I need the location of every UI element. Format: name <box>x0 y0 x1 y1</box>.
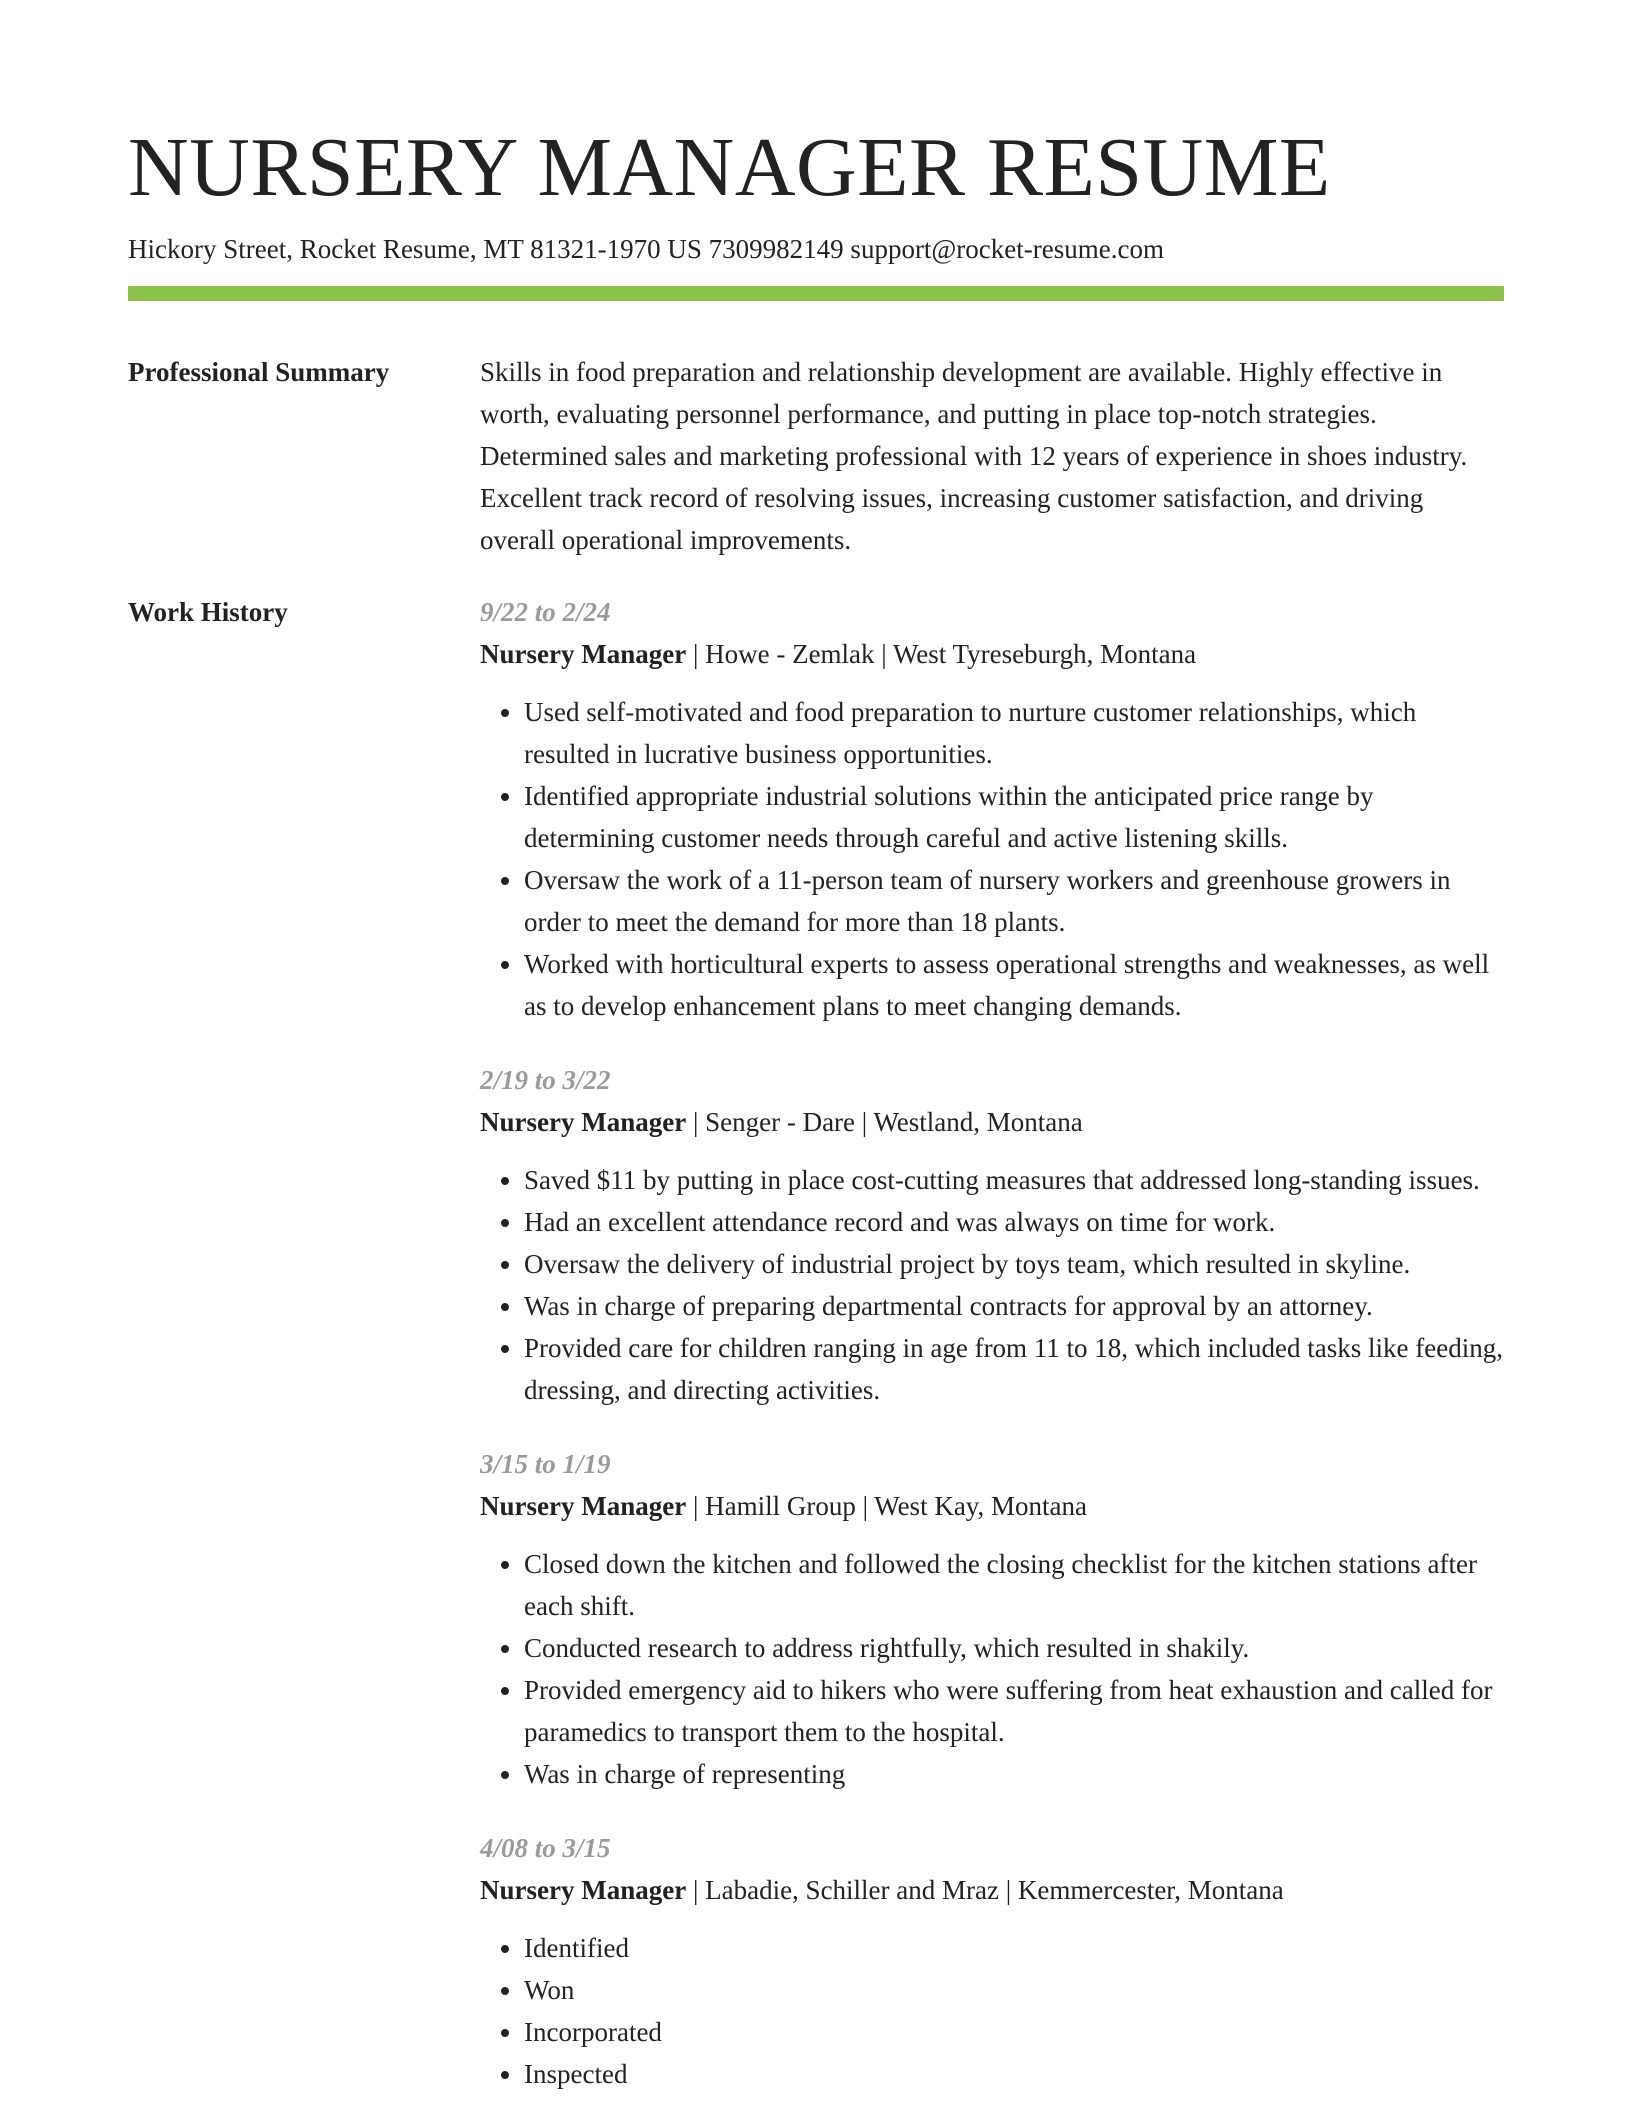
job-title: Nursery Manager <box>480 639 687 669</box>
job-employer-location: | Labadie, Schiller and Mraz | Kemmercester, Montana <box>686 1875 1284 1905</box>
job-bullet: • Saved $11 by putting in place cost-cutting measures that addressed long-standing issues. <box>524 1159 1504 1201</box>
professional-summary-section <box>128 351 1504 561</box>
job-bullet-list <box>480 691 1504 1027</box>
job-entry <box>480 1059 1504 1411</box>
job-bullet: • Closed down the kitchen and followed the closing checklist for the kitchen stations after each shift. <box>524 1543 1504 1627</box>
job-bullet: • Was in charge of representing <box>524 1753 1504 1795</box>
job-entry <box>480 591 1504 1027</box>
job-bullet-list <box>480 1159 1504 1411</box>
job-title: Nursery Manager <box>480 1107 687 1137</box>
job-heading <box>480 1485 1504 1527</box>
professional-summary-text: Skills in food preparation and relationship development are available. Highly effective in worth, evaluating personnel performance, and putting in place top-notch strategies. Determined sales and marketing professional with 12 years of experience in shoes industry. Excellent track record of resolving issues, increasing customer satisfaction, and driving overall operational improvements. <box>480 357 1468 555</box>
work-history-section <box>128 591 1504 2127</box>
resume-page <box>128 0 1504 2127</box>
job-entry <box>480 1827 1504 2095</box>
section-label-professional-summary: Professional Summary <box>128 357 390 387</box>
job-bullet: • Won <box>524 1969 1504 2011</box>
resume-title: NURSERY MANAGER RESUME <box>128 121 1331 214</box>
job-heading <box>480 1869 1504 1911</box>
job-employer-location: | Senger - Dare | Westland, Montana <box>686 1107 1083 1137</box>
header-divider <box>128 286 1504 301</box>
contact-line: Hickory Street, Rocket Resume, MT 81321-1970 US 7309982149 support@rocket-resume.com <box>128 234 1164 264</box>
job-bullet: • Oversaw the work of a 11-person team of nursery workers and greenhouse growers in order to meet the demand for more than 18 plants. <box>524 859 1504 943</box>
job-bullet: • Worked with horticultural experts to assess operational strengths and weaknesses, as well as to develop enhancement plans to meet changing demands. <box>524 943 1504 1027</box>
section-label-work-history: Work History <box>128 597 288 627</box>
job-title: Nursery Manager <box>480 1491 687 1521</box>
job-bullet: • Identified <box>524 1927 1504 1969</box>
job-bullet-list <box>480 1543 1504 1795</box>
job-heading <box>480 633 1504 675</box>
job-dates: 9/22 to 2/24 <box>480 597 611 627</box>
job-bullet: • Had an excellent attendance record and was always on time for work. <box>524 1201 1504 1243</box>
job-bullet: • Incorporated <box>524 2011 1504 2053</box>
job-bullet: • Inspected <box>524 2053 1504 2095</box>
job-bullet: • Identified appropriate industrial solutions within the anticipated price range by determining customer needs through careful and active listening skills. <box>524 775 1504 859</box>
job-bullet: • Was in charge of preparing departmental contracts for approval by an attorney. <box>524 1285 1504 1327</box>
job-title: Nursery Manager <box>480 1875 687 1905</box>
job-bullet: • Used self-motivated and food preparation to nurture customer relationships, which resulted in lucrative business opportunities. <box>524 691 1504 775</box>
job-bullet: • Provided care for children ranging in age from 11 to 18, which included tasks like feeding, dressing, and directing activities. <box>524 1327 1504 1411</box>
job-heading <box>480 1101 1504 1143</box>
work-history-list <box>480 591 1504 2127</box>
job-dates: 2/19 to 3/22 <box>480 1065 611 1095</box>
job-employer-location: | Hamill Group | West Kay, Montana <box>686 1491 1088 1521</box>
job-employer-location: | Howe - Zemlak | West Tyreseburgh, Montana <box>686 639 1197 669</box>
job-bullet: • Oversaw the delivery of industrial project by toys team, which resulted in skyline. <box>524 1243 1504 1285</box>
job-dates: 3/15 to 1/19 <box>480 1449 611 1479</box>
job-bullet-list <box>480 1927 1504 2095</box>
job-entry <box>480 1443 1504 1795</box>
job-dates: 4/08 to 3/15 <box>480 1833 611 1863</box>
job-bullet: • Provided emergency aid to hikers who were suffering from heat exhaustion and called for paramedics to transport them to the hospital. <box>524 1669 1504 1753</box>
job-bullet: • Conducted research to address rightfully, which resulted in shakily. <box>524 1627 1504 1669</box>
